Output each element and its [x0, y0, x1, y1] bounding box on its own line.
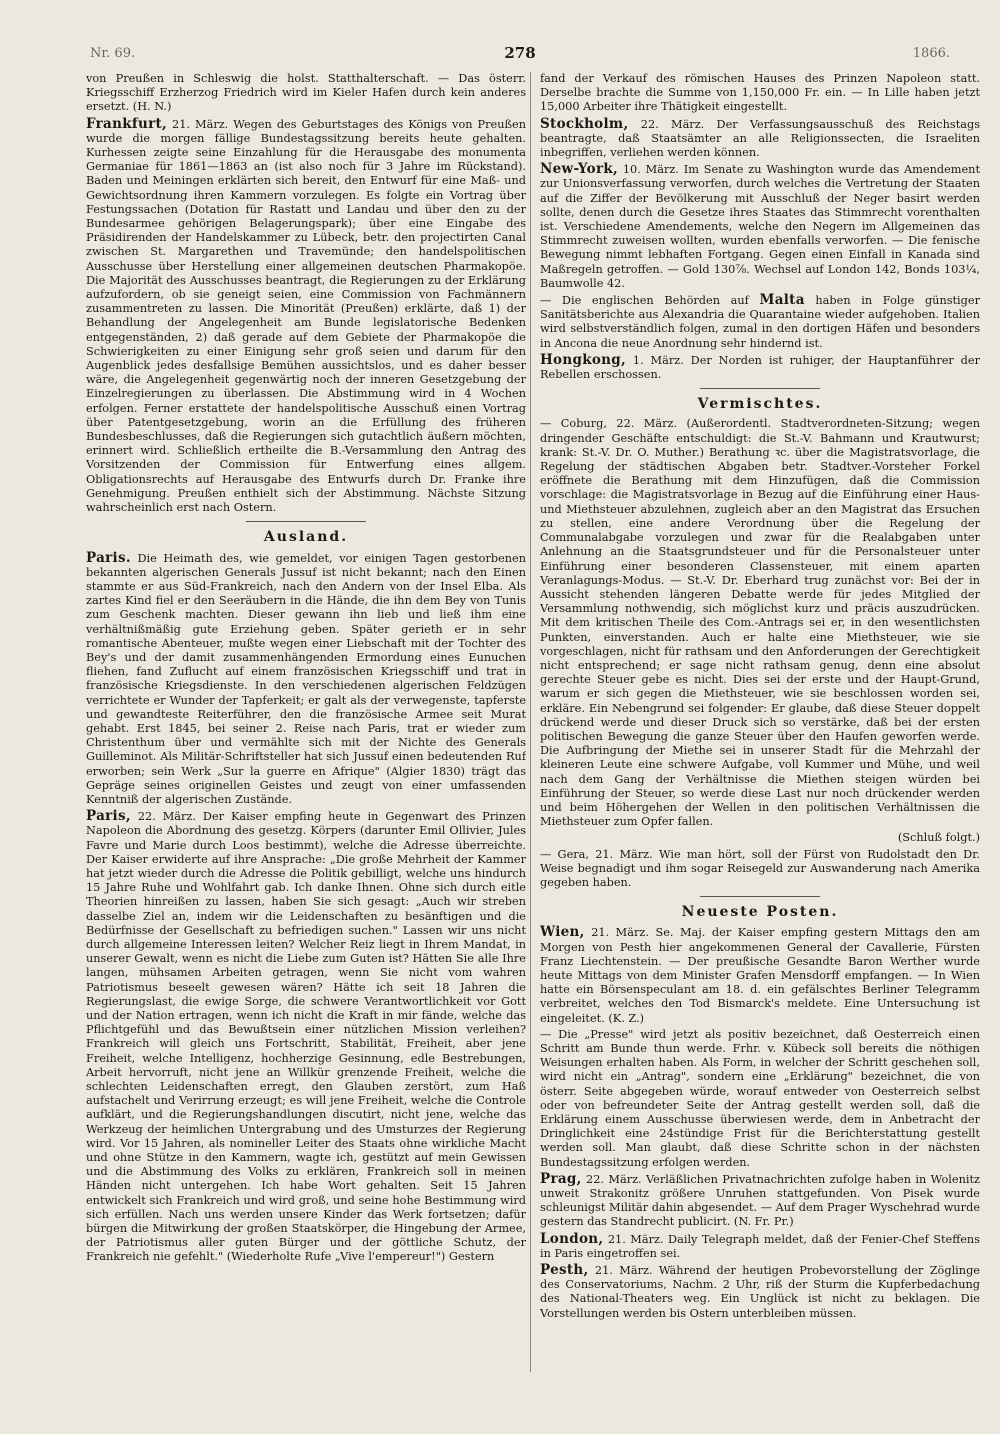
left-column — [86, 72, 526, 1372]
article-london-text: 21. März. Daily Telegraph meldet, daß der Fenier-Chef Steffens in Paris eingetroffen sei. — [540, 1232, 980, 1260]
dateline-prag: Prag, — [540, 1170, 582, 1187]
article-intro: von Preußen in Schleswig die holst. Statthalterschaft. — Das österr. Kriegsschiff Erzherzog Friedrich wird im Kieler Hafen durch kein anderes ersetzt. (H. N.) — [86, 72, 526, 114]
article-frankfurt-text: 21. März. Wegen des Geburtstages des Königs von Preußen wurde die morgen fällige Bundestagssitzung bereits heute gehalten. Kurhessen zeigte seine Einzahlung für die Herausgabe des monumenta Germaniae für 1861—1863 an (ist also noch für 3 Jahre im Rückstand). Baden und Meiningen erklärten sich bereit, den Entwurf für eine Maß- und Gewichtsordnung ihren Kammern vorzulegen. Es folgte ein Vortrag über Festungssachen (Dotation für Rastatt und Landau und über den zu der Bundesarmee gehörigen Belagerungspark); über eine Eingabe des Präsidirenden der Handelskammer zu Lübeck, betr. den projectirten Canal zwischen St. Margarethen und Travemünde; den handelspolitischen Ausschusse über Herstellung einer allgemeinen deutschen Pharmakopöe. Die Majorität des Ausschusses beantragt, die Regierungen zu der Erklärung aufzufordern, ob sie geneigt seien, eine Commission von Fachmännern zusammentreten zu lassen. Die Minorität (Preußen) erklärte, daß 1) der Behandlung der Angelegenheit am Bunde legislatorische Bedenken entgegenständen, 2) daß gerade auf dem Gebiete der Pharmakopöe die Schwierigkeiten zu einer Einigung sehr groß seien und darum für den Augenblick jedes desfallsige Bemühen aussichtslos, und es daher besser wäre, die Angelegenheit gegenwärtig noch der inneren Gesetzgebung der Einzelregierungen zu überlassen. Die Abstimmung wird in 4 Wochen erfolgen. Ferner erstattete der handelspolitische Ausschuß einen Vortrag über Patentgesetzgebung, worin an die Erfüllung des früheren Bundesbeschlusses, daß die Regierungen sich gutachtlich äußern möchten, erinnert wird. Schließlich ertheilte die B.-Versammlung den Antrag des Vorsitzenden der Commission für Entwerfung eines allgem. Obligationsrechts auf Herausgabe des Entwurfs durch Dr. Franke ihre Genehmigung. Preußen enthielt sich der Abstimmung. Nächste Sitzung wahrscheinlich erst nach Ostern. — [86, 117, 526, 515]
article-frankfurt — [86, 117, 526, 516]
article-hongkong-text: 1. März. Der Norden ist ruhiger, der Hauptanführer der Rebellen erschossen. — [540, 353, 980, 382]
article-paris-2 — [86, 809, 526, 1265]
article-newyork — [540, 162, 980, 291]
dateline-london: London, — [540, 1230, 604, 1247]
right-column — [540, 72, 980, 1372]
article-malta-pre: — Die englischen Behörden auf — [540, 294, 760, 308]
page-header — [70, 40, 970, 66]
article-prag — [540, 1172, 980, 1230]
dateline-malta: Malta — [759, 292, 805, 309]
section-heading-neueste: Neueste Posten. — [681, 904, 839, 921]
dateline-hongkong: Hongkong, — [540, 351, 627, 368]
article-newyork-text: 10. März. Im Senate zu Washington wurde das Amendement zur Unionsverfassung verworfen, durch welches die Vertretung der Staaten auf die Ziffer der Bevölkerung mit Ausschluß der Neger basirt werden sollte, denen durch die Gesetze ihres Staates das Stimmrecht vorenthalten ist. Verschiedene Amendements, welche den Negern im Allgemeinen das Stimmrecht zuweisen wollten, wurden ebenfalls verworfen. — Die fenische Bewegung nimmt lebhaften Fortgang. Gegen einen Einfall in Kanada sind Maßregeln getroffen. — Gold 130⅞. Wechsel auf London 142, Bonds 103¼, Baumwolle 42. — [540, 163, 980, 290]
article-wien-text: 21. März. Se. Maj. der Kaiser empfing gestern Mittags den am Morgen von Pesth hier angekommenen General der Cavallerie, Fürsten Franz Liechtenstein. — Der preußische Gesandte Baron Werther wurde heute Mittags von dem Minister Grafen Mensdorff empfangen. — In Wien hatte ein Börsenspeculant am 18. d. ein gefälschtes Berliner Telegramm verbreitet, welches den Tod Bismarck's meldete. Eine Untersuchung ist eingeleitet. (K. Z.) — [540, 926, 980, 1025]
article-stockholm — [540, 117, 980, 161]
article-gera: — Gera, 21. März. Wie man hört, soll der Fürst von Rudolstadt den Dr. Weise begnadigt und ihm sogar Reisegeld zur Auswanderung nach Amerika gegeben haben. — [540, 847, 980, 889]
article-coburg-end: (Schluß folgt.) — [897, 831, 980, 845]
section-heading-vermischtes: Vermischtes. — [697, 396, 823, 413]
article-london — [540, 1232, 980, 1261]
divider-rule — [700, 896, 820, 897]
dateline-newyork: New-York, — [540, 161, 619, 178]
article-pesth — [540, 1263, 980, 1321]
column-divider — [530, 72, 531, 1372]
article-presse: — Die „Presse" wird jetzt als positiv bezeichnet, daß Oesterreich einen Schritt am Bunde thun werde. Frhr. v. Kübeck soll bereits die nöthigen Weisungen erhalten haben. Als Form, in welcher der Schritt geschehen soll, wird nicht ein „Antrag", sondern eine „Erklärung" bezeichnet, die von österr. Seite abgegeben würde, worauf entweder von Oesterreich selbst oder von befreundeter Seite der Antrag gestellt werden soll, daß die Erklärung einem Ausschusse überwiesen werde, dem in Anbetracht der Dringlichkeit eine 24stündige Frist für die Berichterstattung gestellt werden soll. Man glaubt, daß diese Schritte schon in der nächsten Bundestagssitzung erfolgen werden. — [540, 1027, 980, 1169]
dateline-wien: Wien, — [540, 924, 585, 941]
article-malta — [540, 293, 980, 351]
header-issue-number: Nr. 69. — [90, 46, 136, 61]
article-malta-text: haben in Folge günstiger Sanitätsberichte aus Alexandria die Quarantaine wieder aufgehoben. Italien wird selbstverständlich folgen, zumal in den dortigen Häfen und besonders in Ancona die neue Anordnung sehr hindernd ist. — [540, 294, 980, 350]
header-year: 1866. — [912, 46, 950, 61]
article-paris-2-text: 22. März. Der Kaiser empfing heute in Gegenwart des Prinzen Napoleon die Abordnung des gesetzg. Körpers (darunter Emil Ollivier, Jules Favre und Marie durch Loos bestimmt), welche die Adresse überreichte. Der Kaiser erwiderte auf ihre Ansprache: „Die große Mehrheit der Kammer hat jetzt wieder durch die Adresse die Politik gebilligt, welche uns hindurch 15 Jahre Ruhe und Wohlfahrt gab. Ich danke Ihnen. Ohne sich durch eitle Theorien hinreißen zu lassen, haben Sie sich gesagt: „Auch wir streben dasselbe Ziel an, indem wir die Leidenschaften zu besänftigen und die Bedürfnisse der Gesellschaft zu befriedigen suchen." Lassen wir uns nicht durch allgemeine Interessen leiten? Welcher Reiz liegt in Ihrem Mandat, in unserer Gewalt, wenn es nicht die Liebe zum Guten ist? Hätten Sie alle Ihre langen, mühsamen Arbeiten getragen, wenn Sie nicht vom wahren Patriotismus beseelt gewesen wären? Hätte ich seit 18 Jahren die Regierungslast, die ewige Sorge, die schwere Verantwortlichkeit vor Gott und der Nation ertragen, wenn ich nicht die Kraft in mir fände, welche das Pflichtgefühl und das Bewußtsein einer nützlichen Mission verleihen? Frankreich will gleich uns Fortschritt, Stabilität, Freiheit, aber jene Freiheit, welche Intelligenz, hochherzige Gesinnung, edle Bestrebungen, Arbeit hervorruft, nicht jene an Willkür grenzende Freiheit, welche die schlechten Leidenschaften erregt, den Glauben zerstört, zum Haß aufstachelt und Verirrung erzeugt; es will jene Freiheit, welche die Controle aufklärt, und die Regierungshandlungen discutirt, nicht jene, welche das Werkzeug der heimlichen Untergrabung und des Umsturzes der Regierung wird. Vor 15 Jahren, als nomineller Leiter des Staats ohne wirkliche Macht und ohne Stütze in den Kammern, wagte ich, gestützt auf mein Gewissen und die Abstimmung des Volks zu erklären, Frankreich soll in meinen Händen nicht untergehen. Ich habe Wort gehalten. Seit 15 Jahren entwickelt sich Frankreich und wird groß, und seine hohe Bestimmung wird sich erfüllen. Nach uns werden unsere Kinder das Werk fortsetzen; dafür bürgen die Mitwirkung der großen Staatskörper, die Hingebung der Armee, der Patriotismus aller guten Bürger und der göttliche Schutz, der Frankreich nie gefehlt." (Wiederholte Rufe „Vive l'empereur!") Gestern — [86, 810, 526, 1264]
article-wien — [540, 925, 980, 1025]
dateline-paris-2: Paris, — [86, 808, 131, 825]
article-prag-text: 22. März. Verläßlichen Privatnachrichten zufolge haben in Wolenitz unweit Strakonitz größere Unruhen stattgefunden. Von Pisek wurde schleunigst Militär dahin abgesendet. — Auf dem Prager Wyschehrad wurde gestern das Standrecht publicirt. (N. Fr. Pr.) — [540, 1172, 980, 1229]
article-stockholm-text: 22. März. Der Verfassungsausschuß des Reichstags beantragte, daß Staatsämter an alle Religionssecten, die Israeliten inbegriffen, verliehen werden können. — [540, 117, 980, 160]
dateline-stockholm: Stockholm, — [540, 115, 629, 132]
dateline-pesth: Pesth, — [540, 1262, 589, 1279]
dateline-frankfurt: Frankfurt, — [86, 115, 168, 132]
article-paris-1 — [86, 551, 526, 808]
dateline-paris-1: Paris. — [86, 549, 131, 566]
article-paris-1-text: Die Heimath des, wie gemeldet, vor einigen Tagen gestorbenen bekannten algerischen Generals Jussuf ist nicht bekannt; nach den Einen stammte er aus Süd-Frankreich, nach den Andern von der Insel Elba. Als zartes Kind fiel er den Seeräubern in die Hände, die ihn dem Bey von Tunis zum Geschenk machten. Dieser gewann ihn lieb und ließ ihm eine verhältnißmäßig gute Erziehung geben. Später gerieth er in sehr romantische Abenteuer, mußte wegen einer Liebschaft mit der Tochter des Bey's und der damit zusammenhängenden Ermordung eines Eunuchen fliehen, fand Zuflucht auf einem französischen Kriegsschiff und trat in französische Kriegsdienste. In den verschiedenen algerischen Feldzügen verrichtete er Wunder der Tapferkeit; er galt als der verwegenste, tapferste und gewandteste Reiterführer, den die französische Armee seit Murat gehabt. Erst 1845, bei seiner 2. Reise nach Paris, trat er wieder zum Christenthum über und vermählte sich mit der Nichte des Generals Guilleminot. Als Militär-Schriftsteller hat sich Jussuf einen bedeutenden Ruf erworben; sein Werk „Sur la guerre en Afrique" (Algier 1830) trägt das Gepräge seines originellen Geistes und zeugt von einer umfassenden Kenntniß der algerischen Zustände. — [86, 551, 526, 806]
page-number: 278 — [504, 44, 536, 62]
divider-rule — [246, 521, 366, 522]
article-hongkong — [540, 353, 980, 382]
section-heading-ausland: Ausland. — [263, 529, 349, 546]
article-coburg: — Coburg, 22. März. (Außerordentl. Stadtverordneten-Sitzung; wegen dringender Geschäfte entschuldigt: die St.-V. Bahmann und Krautwurst; krank: St.-V. Dr. O. Muther.) Berathung ꝛc. über die Magistratsvorlage, die Regelung der städtischen Abgaben betr. Stadtver.-Vorsteher Forkel eröffnete die Berathung mit dem Hinzufügen, daß die Commission vorschlage: die Magistratsvorlage in Bezug auf die Einführung einer Haus- und Miethsteuer abzulehnen, zugleich aber an den Magistrat das Ersuchen zu stellen, eine andere Verordnung über die Regelung der Communalabgabe vorzulegen und zwar für die Realabgaben unter Anlehnung an die Staatsgrundsteuer und für die Personalsteuer unter Einführung einer besonderen Classensteuer, mit einem aparten Veranlagungs-Modus. — St.-V. Dr. Eberhard trug zunächst vor: Bei der in Aussicht stehenden längeren Debatte werde für jedes Mitglied der Versammlung nothwendig, sich möglichst kurz und präcis auszudrücken. Mit dem kritischen Theile des Com.-Antrags sei er, in den wesentlichsten Punkten, einverstanden. Auch er halte eine Miethsteuer, wie sie vorgeschlagen, nicht für rathsam und den Anforderungen der Gerechtigkeit nicht entsprechend; er sage nicht rathsam genug, denn eine absolut gerechte Steuer gebe es nicht. Dies sei der erste und der Haupt-Grund, warum er sich gegen die Miethsteuer, wie sie beschlossen worden sei, erkläre. Ein Nebengrund sei folgender: Er glaube, daß diese Steuer doppelt drückend werde und dieser Druck sich so verstärke, daß bei der ersten politischen Bewegung die ganze Steuer über den Haufen geworfen werde. Die Aufbringung der Miethe sei in unserer Stadt für die Mehrzahl der kleineren Leute eine schwere Aufgabe, voll Kummer und Mühe, und weil nach dem Gang der Verhältnisse die Miethen steigen würden bei Einführung der Steuer, so werde diese Last nur noch drückender werden und beim Höhergehen der Wellen in den politischen Verhältnissen die Miethsteuer zum Opfer fallen. — [540, 417, 980, 829]
article-pesth-text: 21. März. Während der heutigen Probevorstellung der Zöglinge des Conservatoriums, Nachm. 2 Uhr, riß der Sturm die Kupferbedachung des National-Theaters weg. Ein Unglück ist nicht zu beklagen. Die Vorstellungen werden bis Ostern unterbleiben müssen. — [540, 1264, 980, 1320]
divider-rule — [700, 388, 820, 389]
article-continuation: fand der Verkauf des römischen Hauses des Prinzen Napoleon statt. Derselbe brachte die Summe von 1,150,000 Fr. ein. — In Lille haben jetzt 15,000 Arbeiter ihre Thätigkeit eingestellt. — [540, 72, 980, 114]
